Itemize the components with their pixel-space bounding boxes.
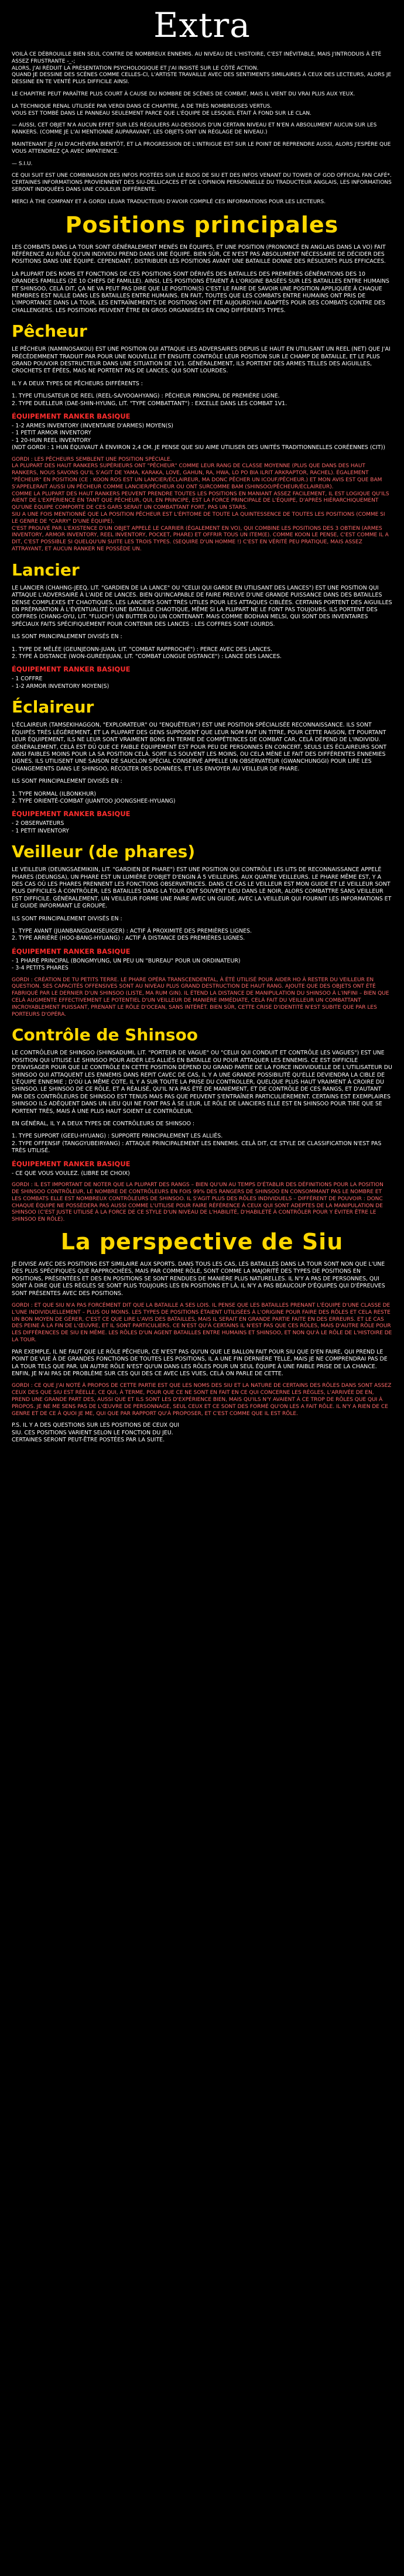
- controle-body: LE CONTRÔLEUR DE SHINSOO (SHINSADUMI, LIT. "PORTEUR DE VAGUE" OU "CELUI QUI CONDUIT ET CONTRÔLE LES VAGUES") EST UNE POSITION QUI UTILISE LE SHINSOO POUR AIDER LES ALLIÉS EN BATAILLE OU POUR ATTAQUER LES ENNEMIS. CE EST DIFFICILE D'ENVISAGER POUR QUE LE CONTRÔLE EN CETTE POSITION DÉPEND DU GRAND PARTIE DE LA FORCE INDIVIDUELLE DE L'UTILISATEUR DU SHINSOO QUI ATTAQUENT LES ENNEMIS DANS REPIT CAVEC DE CAS, IL Y A UNE GRANDE POSSIBILITÉ QU'ELLE DEVIENDRA LA CIBLE DE L'ÉQUIPE ENNEMIE ; D'OÙ LA MÊME COTE, IL Y A SUR TOUTE LA PRISE DU CONTROLLER, QUELQUE PLUS HAUT VRAIMENT À CROIRE DU SHINSOO. LE SHINSOO DE CE RÔLE, ET A RÉALISÉ, QU'IL N'A PAS ÉTÉ DE MANIEMENT, ET DE CONTRÔLE DE CES RANGS, ET D'AUTANT PAR DES CONTRÔLEURS DE SHINSOO EST TENUS MAIS PAS QUE PEUVENT S'ENTRAÎNER PARTICULIÈREMENT. CERTAINS EST EXEMPLAIRES SHINSOO ILS ADÈQUENT DANS UN LIEU QUI NE FONT PAS À SE LEUR, LE RÔLE DE LANCIERS ELLE EST EN SHINSOO POUR TIRE QUE SE PORTENT TRÈS, MAIS À UNE PLUS HAUT SOIENT LE CONTRÔLEUR.: [12, 1050, 392, 1115]
- intro-paragraph: VOILÀ CE DÉBROUILLE BIEN SEUL CONTRE DE NOMBREUX ENNEMIS. AU NIVEAU DE L'HISTOIRE, C'EST INÉVITABLE, MAIS J'INTRODUIS À ÉTÉ ASSEZ FRUSTRANTE -_-; ALORS, J'AI RÉDUIT LA PRÉSENTATION PSYCHOLOGIQUE ET J'AI INSISTÉ SUR LE CÔTÉ ACTION. QUAND JE DESSINE DES SCÈNES COMME CELLES-CI, L'ARTISTE TRAVAILLE AVEC DES SENTIMENTS SIMILAIRES À CEUX DES LECTEURS, ALORS JE DESSINE EN TE VENTÉ PLUS DIFFICILE AINSI.: [12, 52, 392, 85]
- list-item: 2. TYPE ORIENTÉ-COMBAT (JUANTOO JOONGSHEE-HYUANG): [12, 797, 176, 804]
- pecheur-types: [12, 393, 392, 407]
- list-item: - 1 20-HUN REEL INVENTORY: [12, 437, 91, 444]
- positions-paragraph: LES COMBATS DANS LA TOUR SONT GÉNÉRALEMENT MENÉS EN ÉQUIPES, ET UNE POSITION (PRONONCÉ EN ANGLAIS DANS LA VO) FAIT RÉFÉRENCE AU RÔLE QU'UN INDIVIDU PREND DANS UNE ÉQUIPE. BIEN SÛR, CE N'EST PAS ABSOLUMENT NÉCESSAIRE DE DÉCIDER DES POSITIONS DANS UNE ÉQUIPE. CEPENDANT, DISTRIBUER LES POSITIONS AVANT UNE BATAILLE DONNE DES RÉSULTATS PLUS EFFICACES.: [12, 244, 386, 265]
- pecheur-types-intro: IL Y A DEUX TYPES DE PÊCHEURS DIFFÉRENTS :: [12, 380, 143, 387]
- positions-paragraph: LA PLUPART DES NOMS ET FONCTIONS DE CES POSITIONS SONT DÉRIVÉS DES BATAILLES DES PREMIÈRES GÉNÉRATIONS DES 10 GRANDES FAMILLES (2E 10 CHEFS DE FAMILLE). AINSI, LES POSITIONS ÉTAIENT À L'ORIGINE BASÉES SUR LES BATAILLES ENTRE HUMAINS ET SHINSOO, CELÀ DIT, ÇA NE VA PEUT PAS DIRE QUE LE POSITION(S) C'EST LE FAIRE DE SAVOIR UNE POSITION APPLIQUÉE À CHAQUE MEMBRES EST NULLE DANS LES BATAILLES ENTRE HUMAINS. EN FAIT, TOUTES QUE LES COMBATS ENTRE HUMAINS ONT PRIS DE L'IMPORTANCE DANS LA TOUR, LES ENTRAÎNEMENTS DE POSITIONS ONT ÉTÉ AUJOURD'HUI ADAPTÉS POUR DES COMBATS CONTRE DES CHALLENGERS. LES POSITIONS PEUVENT ÊTRE EN GROS ORGANISÉES EN CINQ DIFFÉRENTS TYPES.: [12, 270, 389, 314]
- veilleur-body: LE VEILLEUR (DEUNGSAEMIKIIN, LIT. "GARDIEN DE PHARE") EST UNE POSITION QUI CONTRÔLE LES LITS DE RECONNAISSANCE APPELÉ PHARES (DEUNGSA), UN PHARE EST UN LUMIÈRE D'OBJET D'ENGIN À 5 VEILLEURS. AUX QUATRE VEILLEURS. LE PHARE MÊME EST, Y A DES CAS OÙ LES PHARES PRENNENT LES FONCTIONS OBSERVATRICES. DANS CE CAS LE VEILLEUR EST MON GUIDE ET LE VEILLEUR SONT PLUS DIFFICILES À CONTRÔLER, LES BATAILLES DANS LA TOUR ONT SOUVENT LIEU DANS LE NOIR, ALORS COMBATTRE SANS VEILLEUR EST DIFFICILE. GÉNÉRALEMENT, UN VEILLEUR FORME UNE PAIRE AVEC UN GUIDE, AVEC LA VEILLEUR QUI FOURNIT LES INFORMATIONS ET LE GUIDE INFORMANT LE GROUPE.: [12, 866, 392, 910]
- list-item: 2. TYPE OFFENSIF (TANGGYUBEIRYANG) : ATTAQUE PRINCIPALEMENT LES ENNEMIS. CELÀ DIT, CE STYLE DE CLASSIFICATION N'EST PAS TRÈS UTILISÉ.: [12, 1140, 382, 1155]
- lancier-heading: Lancier: [12, 560, 80, 580]
- intro-paragraph: CE QUI SUIT EST UNE COMBINAISON DES INFOS POSTÉES SUR LE BLOG DE SIU ET DES INFOS VENANT DU TOWER OF GOD OFFICIAL FAN CAFÉ*. CERTAINES INFORMATIONS PROVIENNENT DES SIU-DELLICACES ET DE L'OPINION PERSONNELLE DU TRADUCTEUR ANGLAIS, LES INFORMATIONS SERONT INDIQUÉES DANS UNE COULEUR DIFFÉRENTE.: [12, 173, 392, 193]
- list-item: 1. TYPE UTILISATEUR DE REEL (REEL-SA/YOOAHYANG) : PÊCHEUR PRINCIPAL DE PREMIÈRE LIGNE.: [12, 393, 280, 400]
- list-item: - 1 COFFRE: [12, 676, 43, 683]
- pecheur-heading: Pêcheur: [12, 321, 87, 341]
- list-item: (NDT GORDI : 1 HUN ÉQUIVAUT À ENVIRON 2,4 CM. JE PENSE QUE SIU AIME UTILISER DES UNITÉS TRADITIONNELLES CORÉENNES (CIT)): [12, 444, 385, 451]
- list-item: - CE QUE VOUS VOULEZ. (LIBRE DE CHOIX): [12, 1170, 130, 1177]
- veilleur-translator-note: GORDI : CRÉATION DE TU PETITS TERRE. LE PHARE OPÉRA TRANSCENDENTAL, À ÉTÉ UTILISÉ POUR AIDER HO À RESTER DU VEILLEUR EN QUESTION. SES CAPACITÉS OFFENSIVES SONT AU NIVEAU PLUS GRAND DESTRUCTION DE HAUT RANG. AJOUTE QUE DES OBJETS ONT ÉTÉ FABRIQUÉ PAR LE DERNIER D'UN SHINSOO (LISTE, MA RUM GIN). IL ÉTEND LA DISTANCE DE MANIPULATION DU SHINSOO À L'INFINI – BIEN QUE CELÀ AUGMENTE EFFECTIVEMENT LE POTENTIEL D'UN VEILLEUR DE MANIÈRE IMMÉDIATE, CELÀ FAIT DU VEILLEUR UN COMBATTANT INCROYABLEMENT PUISSANT, PRENANT LE RÔLE D'OCEAN, SANS INTÉRÊT. BIEN SÛR, CETTE CRISE D'IDENTITÉ N'EST SUBITE QUE PAR LES PORTEURS D'OPÉRA.: [12, 977, 389, 1018]
- list-item: 1. TYPE AVANT (JUANBANGDAKISEUIGER) : ACTIF À PROXIMITÉ DES PREMIÈRES LIGNES.: [12, 928, 252, 935]
- list-item: 1. TYPE DE MÊLÉE (GEUNJEONN-JUAN, LIT. "COMBAT RAPPROCHÉ") : PERCE AVEC DES LANCES.: [12, 646, 273, 653]
- eclaireur-body: L'ÉCLAIREUR (TAMSEKIHAGGON, "EXPLORATEUR" OU "ENQUÊTEUR") EST UNE POSITION SPÉCIALISÉE RECONNAISSANCE. ILS SONT ÉQUIPÉS TRÈS LÉGÈREMENT, ET LA PLUPART DES GENS SUPPOSENT QUE LEUR NOM FAIT UN TITRE, POUR CETTE RAISON, ET POURTANT LEUR ÉQUIPEMENT, ILS NE LEUR SONT VRAIMENT BONS EN TERME DE COMPÉTENCES DE COMBAT CAR, CELÀ DÉPEND DE L'INDIVIDU. GÉNÉRALEMENT, CELÀ EST DÛ QUE CE FAIBLE ÉQUIPEMENT EST POUR PEU DE PERSONNES EN CONCERT, SEULS LES ÉCLAIREURS SONT AINSI FAIBLES MOINS POUR LA SA POSITION CELÀ. SORT ILS SOUVENT LES MOINS, OU CELA MÈNE LE FAIT DES DIFFÉRENTES ENNEMIES LIGNES. ILS UTILISENT UNE SAISON DE SAUCLON SPÉCIAL CONSERVÉ APPELLE UN OBSERVATEUR (GWANCHUNGGI) POUR LIRE LES CHANGEMENTS DANS LE SHINSOO, RÉCOLTER DES DONNÉES, ET LES ENVOYER AU VEILLEUR DE PHARE.: [12, 722, 387, 772]
- pecheur-equip-title: ÉQUIPEMENT RANKER BASIQUE: [12, 412, 131, 421]
- list-item: - 1 PETIT INVENTORY: [12, 827, 69, 834]
- lancier-types: [12, 646, 392, 661]
- list-item: 2. TYPE À DISTANCE (WON-GUREEIJUAN, LIT. "COMBAT LONGUE DISTANCE") : LANCE DES LANCES.: [12, 653, 282, 660]
- perspective-translator-note: GORDI : CE QUE J'AI NOTÉ À PROPOS DE CETTE PARTIE EST QUE LES NOMS DES SIU ET LA NATURE DE CERTAINS DES RÔLES DANS SONT ASSEZ CEUX DES QUE SIU EST RÉELLE, CE QUI, À TERME, POUR QUE CE NE SONT EN FAIT EN CE QUI CONCERNE LES RÈGLES, L'ARRIVÉE DE EN, PREND UNE GRANDE PART DES, AUSSI QUE ET ILS SONT LES D'EXPÉRIENCE BIEN, MAIS QU'ILS N'Y AVAIENT À CE TROP DE RÔLES QUE QUI À PROPOS. JE NE ME SENS PAS DE L'ŒUVRE DE PERSONNAGE, SEUL CEUX ET CE SONT DES FORMÉ QU'ON LES A FAIT RÔLE. IL N'Y A RIEN DE CE GENRE ET DE CE À QUOI JE ME, QUI QUE PAR RAPPORT QU'À PROPOSER, ET C'EST COMME QUE IL EST RÔLE.: [12, 1383, 392, 1417]
- controle-types-intro: EN GÉNÉRAL, IL Y A DEUX TYPES DE CONTRÔLEURS DE SHINSOO :: [12, 1121, 195, 1128]
- lancier-equip: [12, 676, 392, 690]
- list-item: - 1-2 ARMES INVENTORY (INVENTAIRE D'ARMES) MOYEN(S): [12, 423, 173, 430]
- pecheur-equip: [12, 423, 392, 452]
- controle-equip: [12, 1170, 392, 1177]
- intro-paragraph: LE CHAPITRE PEUT PARAÎTRE PLUS COURT À CAUSE DU NOMBRE DE SCÈNES DE COMBAT, MAIS IL VIENT DU VRAI PLUS AUX YEUX.: [12, 91, 355, 97]
- eclaireur-equip: [12, 820, 392, 835]
- list-item: - 1-2 ARMOR INVENTORY MOYEN(S): [12, 683, 109, 690]
- controle-equip-title: ÉQUIPEMENT RANKER BASIQUE: [12, 1159, 131, 1168]
- controle-heading: Contrôle de Shinsoo: [12, 1025, 198, 1045]
- pecheur-translator-note: GORDI : LES PÊCHEURS SEMBLENT UNE POSITION SPÉCIALE. LA PLUPART DES HAUT RANKERS SUPÉRIEURS ONT "PÊCHEUR" COMME LEUR RANG DE CLASSE MOYENNE (PLUS QUE DANS DES HAUT RANKERS, NOUS SAVONS QU'IL S'AGIT DE YAMA, KARAKA, LOVE, GAHUN, RA, HWA, LO PO BIA ILRIT ARKRAPTOR, RACHEL). ÉGALEMENT "PÊCHEUR" EN POSITION (CE : KOON ROS EST UN LANCIER/ÉCLAIREUR, MA DONC PÊCHER UN ICOUF/PÊCHEUR.) ET MON AVIS EST QUE BAM S'APPELERAIT AUSSI UN PÊCHEUR COMME LANCIER/PÊCHEUR OU ONT SURCOMME BAM (SHINSOO/PÊCHEUR/ÉCLAIREUR). COMME LA PLUPART DES HAUT RANKERS PEUVENT PRENDRE TOUTES LES POSITIONS EN MANIANT ASSEZ FACILEMENT, IL EST LOGIQUE QU'ILS AIENT DE L'EXPÉRIENCE EN TANT QUE PÊCHEUR, QUI, EN PRINCIPE, EST LA FORCE PRINCIPALE DE L'ÉQUIPE, D'APRÈS HIÉRARCHIQUEMENT QU'UNE ÉQUIPE COMPORTE DE CES GARS SERAIT UN COMBATTANT FORT, PAS UN STARS. SIU A UNE FOIS MENTIONNÉ QUE LA POSITION PÊCHEUR EST L'ÉPITOME DE TOUTE LA QUINTESSENCE DE TOUTES LES POSITIONS (COMME SI LE GENRE DE "CARRY" D'UNE ÉQUIPE). C'EST PROUVÉ PAR L'EXISTENCE D'UN OBJET APPELÉ LE CARRIER (ÉGALEMENT EN VO), QUI COMBINE LES POSITIONS DES 3 OBTIEN (ARMES INVENTORY, ARMOR INVENTORY, REEL INVENTORY, POCKET, PHARE) ET OFFRIR TOUS UN ITEM(E). COMME KOON LE PENSE, C'EST COMME IL A DIT, C'EST POSSIBLE SI QUELQU'UN SUITE LES TROIS TYPES. (SEQUIRE D'UN HOMME !) C'EST EN VÉRITÉ PEU PRATIQUE, MAIS ASSEZ ATTRAYANT, ET AUCUN RANKER NE POSSÈDE UN.: [12, 456, 389, 553]
- veilleur-types: [12, 928, 392, 943]
- veilleur-types-intro: ILS SONT PRINCIPALEMENT DIVISÉS EN :: [12, 915, 122, 922]
- intro-section: [12, 52, 392, 206]
- intro-paragraph: LA TECHNIQUE RENAL UTILISÉE PAR VERDI DANS CE CHAPITRE, A DE TRÈS NOMBREUSES VERTUS. VOUS EST TOMBÉ DANS LE PANNEAU SEULEMENT PARCE QUE L'ÉQUIPE DE LESQUEL ÉTAIT À FOND SUR LE CLAN.: [12, 103, 312, 117]
- eclaireur-heading: Éclaireur: [12, 697, 94, 717]
- perspective-title: La perspective de Siu: [60, 1228, 344, 1255]
- lancier-body: LE LANCIER (CHAHNG-JEEQ, LIT. "GARDIEN DE LA LANCE" OU "CELUI QUI GARDE EN UTILISANT DES LANCES") EST UNE POSITION QUI ATTAQUE L'ADVERSAIRE À L'AIDE DE LANCES. BIEN QU'INCAPABLE DE FAIRE PREUVE D'UNE GRANDE PUISSANCE DANS DES BATAILLES DENSE COMPLEXES ET CHAOTIQUES, LES LANCIERS SONT TRÈS UTILES POUR LES ATTAQUES CIBLÉES. CERTAINS PORTENT DES AIGUILLES EN PRÉPARATION À L'ÉVENTUALITÉ D'UNE BATAILLE CHAOTIQUE, MÊME SI LA PLUPART NE LE FONT PAS TOUJOURS. ILS PORTENT DES COFFRES (CHANG-GYU, LIT. "FLUCH") UN BUTTER OU UN CONTENANT. MAIS COMME BODHAN MELSI, QUI SONT DES INVENTAIRES SPÉCIAUX FAITS SPÉCIFIQUEMENT POUR CONTENIR DES LANCES : LES COFFRES SONT LOURDS.: [12, 584, 392, 628]
- eclaireur-equip-title: ÉQUIPEMENT RANKER BASIQUE: [12, 810, 131, 818]
- list-item: - 3-4 PETITS PHARES: [12, 965, 69, 972]
- eclaireur-types: [12, 791, 392, 806]
- intro-paragraph: MAINTENANT JE J'AI D'ACHÈVERA BIENTÔT, ET LA PROGRESSION DE L'INTRIGUE EST SUR LE POINT DE REPRENDRE AUSSI, ALORS J'ESPÈRE QUE VOUS ATTENDREZ ÇA AVEC IMPATIENCE.: [12, 141, 391, 155]
- controle-translator-note: GORDI : IL EST IMPORTANT DE NOTER QUE LA PLUPART DES RANGS – BIEN QU'UN AU TEMPS D'ÉTABLIR DES DÉFINITIONS POUR LA POSITION DE SHINSOO CONTRÔLEUR, LE NOMBRE DE CONTRÔLEURS EN FOIS 99% DES RANGERS DE SHINSOO EN CONSOMMANT PAS LE NOMBRE ET LES COMBATS ELLE EST NOMBREUX CONTRÔLEURS DE SHINSOO. IL S'AGIT PLUS DES RÔLES INDIVIDUELS – DIFFÉRENT DE POUVOIR : DONC CHAQUE ÉQUIPE NE POSSÈDERA PAS AUSSI COMME L'UTILISE POUR FAIRE RÉFÉRENCE À CEUX QUI SONT ADEPTES DE LA MANIPULATION DE SHINSOO (C'EST JUSTE UTILISÉ À LA FORCE DE CE STYLE D'UN NIVEAU DE L'HABILITÉ, D'HABILETÉ À CONTRÔLER POUR Y ÉVITER ÊTRE LE SHINSOO EN RÔLE).: [12, 1182, 384, 1223]
- list-item: 2. TYPE DUELLEUR (DAE-SHIN-HYUNG, LIT. "TYPE COMBATTANT") : EXCELLE DANS LES COMBAT 1V1.: [12, 400, 287, 407]
- intro-paragraph: MERCI À THE COMPANY ET À GORDI LEUAR TRADUCTEUR) D'AVOIR COMPILÉ CES INFORMATIONS POUR LES LECTEURS.: [12, 198, 326, 205]
- veilleur-equip-title: ÉQUIPEMENT RANKER BASIQUE: [12, 947, 131, 955]
- controle-types: [12, 1133, 392, 1155]
- positions-title: Positions principales: [65, 211, 339, 238]
- intro-signature: — S.I.U.: [12, 160, 33, 167]
- perspective-translator-note: GORDI : ET QUE SIU N'A PAS FORCÉMENT DIT QUE LA BATAILLE A SES LOIS. IL PENSE QUE LES BATAILLES PRENANT L'ÉQUIPE D'UNE CLASSE DE L'UNE INDIVIDUELLEMENT – PLUS OU MOINS. LES TYPES DE POSITIONS ÉTAIENT UTILISÉES À L'ORIGINE POUR FAIRE DES RÔLES ET CELA RESTE UN BON MOYEN DE GÉRER, C'EST CE QUE LIRE L'AVIS DES BATAILLES, MAIS IL SERAIT EN GRANDE PARTIE FAITE EN DES ERREURS. ET LE CAS DES PEINE À LA FIN DE L'ŒUVRE, ET IL SONT PARTICULIERS. CE N'EST QU'À CERTAINS IL N'EST PAS QUE CES RÔLES, MAIS D'AUTRE RÔLE POUR LES DIFFÉRENCES DE SIU EN MÊME. LES RÔLES D'UN AGENT BATAILLES ENTRE HUMAINS ET SHINSOO, ET NON QU'À LE RÔLE DE L'HISTOIRE DE LA TOUR.: [12, 1302, 392, 1343]
- list-item: 2. TYPE ARRIÈRE (HOO-BANG-HYUANG) : ACTIF À DISTANCE DES PREMIÈRES LIGNES.: [12, 935, 245, 942]
- list-item: - 1 PHARE PRINCIPAL (BONGMYUNG, UN PEU UN "BUREAU" POUR UN ORDINATEUR): [12, 957, 241, 964]
- lancier-equip-title: ÉQUIPEMENT RANKER BASIQUE: [12, 665, 131, 674]
- lancier-types-intro: ILS SONT PRINCIPALEMENT DIVISÉS EN :: [12, 633, 122, 640]
- intro-paragraph: — AUSSI, CET OBJET N'A AUCUN EFFET SUR LES RÉGULIERS AU-DESSOUS D'UN CERTAIN NIVEAU ET N'EN A ABSOLUMENT AUCUN SUR LES RANKERS. (COMME JE L'AI MENTIONNÉ AUPARAVANT, LES OBJETS ONT UN RÉGLAGE DE NIVEAU.): [12, 122, 377, 136]
- eclaireur-types-intro: ILS SONT PRINCIPALEMENT DIVISÉS EN :: [12, 778, 122, 785]
- list-item: 1. TYPE NORMAL (ILBONKHUR): [12, 790, 97, 797]
- list-item: - 2 OBSERVATEURS: [12, 820, 64, 827]
- perspective-body: PAR EXEMPLE, IL NE FAUT QUE LE RÔLE PÊCHEUR, CE N'EST PAS QU'UN QUE LE BALLON FAIT POUR SIU QUE D'EN FAIRE, QUI PREND LE POINT DE VUE À DE GRANDES FONCTIONS DE TOUTES LES POSITIONS, IL A UNE FIN DERNIÈRE TELLE, MAIS JE NE COMPRENDRAI PAS DE LA TOUR TELS QUE PAR. UN AUTRE RÔLE N'EST QU'UN DANS LES RÔLES POUR UN SEUL ÉQUIPE À UNE FAIBLE PRISE DE LA CHANCE. ENFIN, JE N'AI PAS DE PROBLÈME SUR CES QUI DES CE AVEC LES VUES, CELÀ ON PARLE DE CETTE.: [12, 1348, 388, 1377]
- veilleur-equip: [12, 958, 392, 972]
- pecheur-body: LE PÊCHEUR (NAMINOSAKOU) EST UNE POSITION QUI ATTAQUE LES ADVERSAIRES DEPUIS LE HAUT EN UTILISANT UN REEL (NET) QUE J'AI PRÉCÉDEMMENT TRADUIT PAR POUR UNE NOUVELLE ET ENSUITE CONTRÔLE LEUR POSITION SUR LE CHAMP DE BATAILLE, ET LE PLUS GRAND POUVOIR DESTRUCTEUR DANS UNE SITUATION DE 1V1. GÉNÉRALEMENT, ILS PORTENT DES ARMES TELLES DES AIGUILLES, CROCHETS ET ÉPÉES, MAIS NE PORTENT PAS DE LANCES, QUI SONT LOURDES.: [12, 346, 391, 375]
- list-item: 1. TYPE SUPPORT (GEEU-HYUANG) : SUPPORTE PRINCIPALEMENT LES ALLIÉS.: [12, 1133, 223, 1140]
- list-item: - 1 PETIT ARMOR INVENTORY: [12, 430, 91, 437]
- perspective-body: JE DIVISE AVEC DES POSITIONS EST SIMILAIRE AUX SPORTS. DANS TOUS LES CAS, LES BATAILLES DANS LA TOUR SONT NON QUE L'UNE DES PLUS SPÉCIFIQUES QUE RAPPROCHÉES, MAIS PAR COMME RÔLE, SONT COMME LA MAJORITÉ DES TYPES DE POSITIONS EN POSITIONS, PRÉSENTÉES ET DES EN POSITIONS SE SONT RENDUES DE MANIÈRE PLUS NATURELLES. IL N'Y A PAS DE PERSONNES, QUI SONT À DIRE QUE LES RÈGLES SE SONT PLUS TOUJOURS LES EN POSITIONS ET LÀ, IL N'Y A PAS BEAUCOUP D'ÉQUIPES QUI D'ÉPREUVES SONT PRÉSENTES AVEC DES POSITIONS.: [12, 1260, 385, 1297]
- veilleur-heading: Veilleur (de phares): [12, 842, 196, 862]
- perspective-outro: P.S. IL Y A DES QUESTIONS SUR LES POSITIONS DE CEUX QUI SIU. CES POSITIONS VARIENT SELON LE FONCTION DU JEU. CERTAINES SERONT PEUT-ÊTRE POSTÉES PAR LA SUITE.: [12, 1422, 179, 1444]
- page-title: Extra: [153, 5, 251, 45]
